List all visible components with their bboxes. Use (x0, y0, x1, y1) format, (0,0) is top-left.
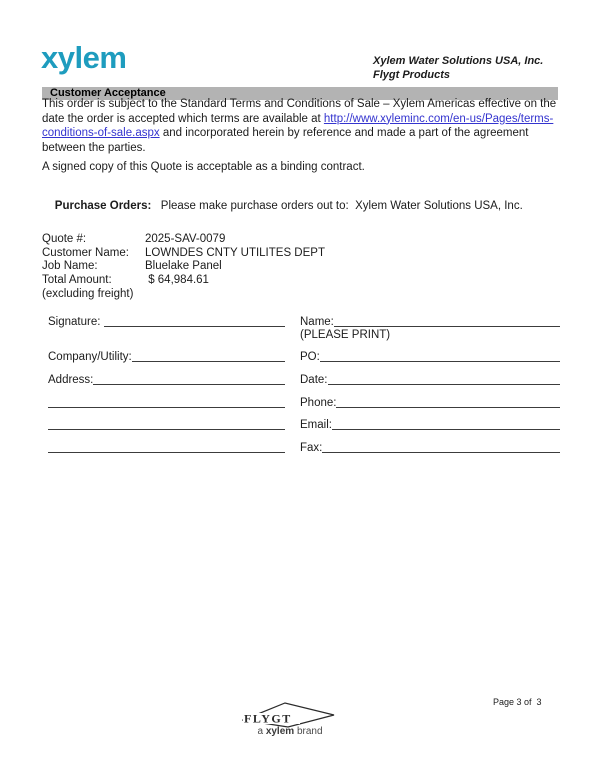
address-field (48, 372, 285, 386)
signature-field (48, 314, 285, 328)
terms-text-before: This order is subject to the Standard Terms and Conditions of Sale – Xylem Americas effective on the date the order is accepted which terms are available at (42, 98, 557, 125)
terms-text-after: and incorporated herein by reference and made a part of the agreement between the parties. (42, 127, 529, 155)
po-line (320, 360, 560, 362)
name-field (300, 314, 560, 328)
company-header (373, 54, 543, 82)
date-field (300, 372, 560, 386)
flygt-wordmark: FLYGT (244, 711, 292, 726)
brand-tagline: a xylem brand (257, 726, 323, 737)
name-label: Name: (300, 316, 334, 328)
company-utility-field (48, 349, 285, 363)
address-extra-line-3 (48, 451, 285, 453)
xylem-logo: xylem (41, 40, 127, 75)
quote-row-total (42, 274, 325, 288)
quote-number-label: Quote #: (42, 233, 87, 245)
quote-row-customer (42, 247, 325, 261)
company-utility-line (132, 360, 285, 362)
email-line (332, 428, 560, 430)
po-label: PO: (300, 351, 320, 363)
company-name: Xylem Water Solutions USA, Inc. (373, 55, 544, 67)
name-line (334, 325, 560, 327)
address-extra-field (48, 440, 285, 454)
purchase-orders-label: Purchase Orders: (54, 200, 152, 212)
address-extra-field (48, 417, 285, 431)
division-name: Flygt Products (373, 69, 451, 81)
quote-row-job (42, 260, 325, 274)
quote-row-freight-note (42, 288, 325, 302)
total-amount-value: $ 64,984.61 (145, 274, 209, 287)
signature-label: Signature: (48, 316, 104, 328)
phone-line (336, 406, 560, 408)
customer-name-value: LOWNDES CNTY UTILITES DEPT (145, 246, 325, 259)
quote-row-number (42, 233, 325, 247)
quote-number-value: 2025-SAV-0079 (145, 233, 226, 245)
address-extra-line-1 (48, 406, 285, 408)
address-extra-line-2 (48, 428, 285, 430)
binding-note: A signed copy of this Quote is acceptable as a binding contract. (42, 161, 365, 173)
job-name-value: Bluelake Panel (145, 260, 222, 273)
customer-name-label: Customer Name: (42, 246, 129, 259)
freight-note-label: (excluding freight) (42, 287, 134, 300)
address-line (93, 383, 285, 385)
fax-line (322, 451, 560, 453)
please-print-note: (PLEASE PRINT) (300, 329, 391, 341)
fax-label: Fax: (300, 442, 323, 454)
total-amount-label: Total Amount: (42, 274, 112, 287)
address-label: Address: (48, 374, 94, 386)
po-field (300, 349, 560, 363)
purchase-orders-line (42, 188, 523, 224)
page-indicator: Page 3 of 3 (493, 697, 542, 707)
address-extra-field (48, 395, 285, 409)
date-line (328, 383, 561, 385)
fax-field (300, 440, 560, 454)
email-field (300, 417, 560, 431)
signature-form (42, 313, 560, 458)
signature-line (104, 325, 285, 327)
purchase-orders-text: Please make purchase orders out to: Xylem Water Solutions USA, Inc. (160, 200, 523, 212)
phone-field (300, 395, 560, 409)
section-title: Customer Acceptance (50, 87, 166, 99)
phone-label: Phone: (300, 397, 337, 409)
company-utility-label: Company/Utility: (48, 351, 132, 363)
date-label: Date: (300, 374, 328, 386)
terms-paragraph (42, 97, 566, 156)
job-name-label: Job Name: (42, 260, 98, 273)
quote-details (42, 233, 325, 302)
terms-link[interactable]: http://www.xyleminc.com/en-us/Pages/terms-conditions-of-sale.aspx (42, 112, 554, 140)
email-label: Email: (300, 419, 332, 431)
